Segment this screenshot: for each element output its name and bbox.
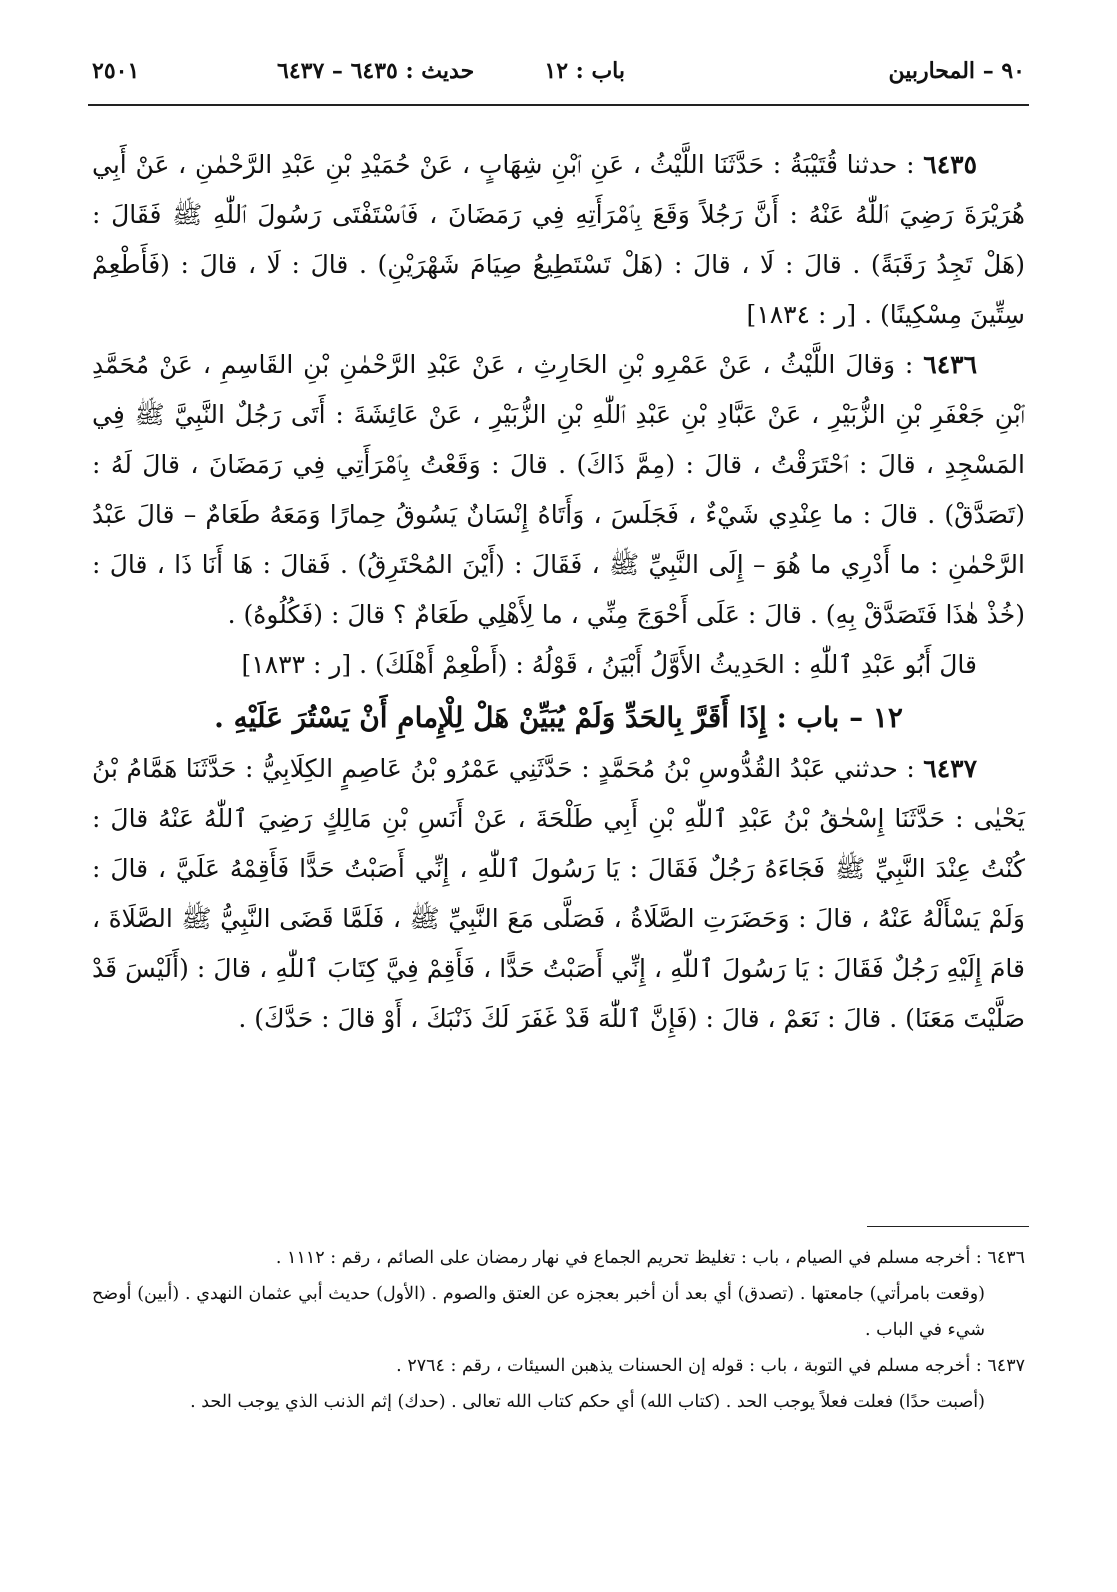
hadith-number: ٦٤٣٧ (923, 754, 977, 783)
header-divider (88, 104, 1029, 106)
header-page-number: ٢٥٠١ (92, 58, 140, 84)
header-hadith-range: حديث : ٦٤٣٥ – ٦٤٣٧ (277, 58, 475, 84)
hadith-number: ٦٤٣٥ (923, 150, 977, 179)
hadith-text: : حدثني عَبْدُ القُدُّوسِ بْنُ مُحَمَّدٍ : حَدَّثَنِي عَمْرُو بْنُ عَاصِمٍ الكِلَابِيُّ : حَدَّثَنَا هَمَّامُ بْنُ يَحْيٰى : حَدَّثَنَا إِسْحٰقُ بْنُ عَبْدِ ٱللّٰهِ بْنِ أَبِي طَلْحَةَ ، عَنْ أَنَسِ بْنِ مَالِكٍ رَضِيَ ٱللّٰهُ عَنْهُ قالَ : كُنْتُ عِنْدَ النَّبِيِّ ﷺ فَجَاءَهُ رَجُلٌ فَقَالَ : يَا رَسُولَ ٱللّٰهِ ، إِنِّي أَصَبْتُ حَدًّا فَأَقِمْهُ عَلَيَّ ، قالَ : وَلَمْ يَسْأَلْهُ عَنْهُ ، قالَ : وَحَضَرَتِ الصَّلَاةُ ، فَصَلَّى مَعَ النَّبِيِّ ﷺ ، فَلَمَّا قَضَى النَّبِيُّ ﷺ الصَّلَاةَ ، قامَ إِلَيْهِ رَجُلٌ فَقَالَ : يَا رَسُولَ ٱللّٰهِ ، إِنِّي أَصَبْتُ حَدًّا ، فَأَقِمْ فِيَّ كِتَابَ ٱللّٰهِ ، قالَ : (أَلَيْسَ قَدْ صَلَّيْتَ مَعَنَا) . قالَ : نَعَمْ ، قالَ : (فَإِنَّ ٱللّٰهَ قَدْ غَفَرَ لَكَ ذَنْبَكَ ، أَوْ قالَ : حَدَّكَ) . (92, 754, 1025, 1033)
running-header (92, 52, 1025, 96)
footnote-divider (867, 1226, 1029, 1227)
hadith-text: : وَقالَ اللَّيْثُ ، عَنْ عَمْرِو بْنِ الحَارِثِ ، عَنْ عَبْدِ الرَّحْمٰنِ بْنِ القَاسِمِ ، عَنْ مُحَمَّدِ ٱبْنِ جَعْفَرِ بْنِ الزُّبَيْرِ ، عَنْ عَبَّادِ بْنِ عَبْدِ ٱللّٰهِ بْنِ الزُّبَيْرِ ، عَنْ عَائِشَةَ : أَتَى رَجُلٌ النَّبِيَّ ﷺ فِي المَسْجِدِ ، قالَ : ٱحْتَرَقْتُ ، قالَ : (مِمَّ ذَاكَ) . قالَ : وَقَعْتُ بِٱمْرَأَتِي فِي رَمَضَانَ ، قالَ لَهُ : (تَصَدَّقْ) . قالَ : ما عِنْدِي شَيْءٌ ، فَجَلَسَ ، وَأَتَاهُ إِنْسَانٌ يَسُوقُ حِمارًا وَمَعَهُ طَعَامٌ – قالَ عَبْدُ الرَّحْمٰنِ : ما أَدْرِي ما هُوَ – إِلَى النَّبِيِّ ﷺ ، فَقَالَ : (أَيْنَ المُحْتَرِقُ) . فَقالَ : هَا أَنَا ذَا ، قالَ : (خُذْ هٰذَا فَتَصَدَّقْ بِهِ) . قالَ : عَلَى أَحْوَجَ مِنِّي ، ما لِأَهْلِي طَعَامٌ ؟ قالَ : (فَكُلُوهُ) . (92, 350, 1025, 629)
hadith-6435 (92, 140, 1025, 340)
chapter-heading: ١٢ – باب : إِذَا أَقَرَّ بِالحَدِّ وَلَمْ يُبَيِّنْ هَلْ لِلْإِمامِ أَنْ يَسْتُرَ عَلَيْهِ . (214, 701, 903, 734)
footnote-6437-reference: ٦٤٣٧ : أخرجه مسلم في التوبة ، باب : قوله إن الحسنات يذهبن السيئات ، رقم : ٢٧٦٤ . (396, 1356, 1025, 1376)
header-chapter-title: ٩٠ – المحاربين (888, 58, 1025, 84)
hadith-6436 (92, 340, 1025, 640)
footnotes (92, 1240, 1025, 1420)
footnote-6437-gloss: (أصبت حدًا) فعلت فعلاً يوجب الحد . (كتاب الله) أي حكم كتاب الله تعالى . (حدك) إثم الذنب الذي يوجب الحد . (190, 1392, 985, 1412)
footnote-6436-gloss: (وقعت بامرأتي) جامعتها . (تصدق) أي بعد أن أخبر بعجزه عن العتق والصوم . (الأول) حديث أبي عثمان النهدي . (أبين) أوضح شيء في الباب . (92, 1284, 985, 1340)
hadith-text: : حدثنا قُتَيْبَةُ : حَدَّثَنَا اللَّيْثُ ، عَنِ ٱبْنِ شِهَابٍ ، عَنْ حُمَيْدِ بْنِ عَبْدِ الرَّحْمٰنِ ، عَنْ أَبِي هُرَيْرَةَ رَضِيَ ٱللّٰهُ عَنْهُ : أَنَّ رَجُلاً وَقَعَ بِٱمْرَأَتِهِ فِي رَمَضَانَ ، فَٱسْتَفْتَى رَسُولَ ٱللّٰهِ ﷺ فَقَالَ : (هَلْ تَجِدُ رَقَبَةً) . قالَ : لَا ، قالَ : (هَلْ تَسْتَطِيعُ صِيَامَ شَهْرَيْنِ) . قالَ : لَا ، قالَ : (فَأَطْعِمْ سِتِّينَ مِسْكِينًا) . [ر : ١٨٣٤] (92, 150, 1025, 329)
hadith-6437 (92, 744, 1025, 1044)
main-text (92, 140, 1025, 1044)
footnote-6436-reference: ٦٤٣٦ : أخرجه مسلم في الصيام ، باب : تغليظ تحريم الجماع في نهار رمضان على الصائم ، رقم : ١١١٢ . (275, 1248, 1025, 1268)
header-bab: باب : ١٢ (544, 58, 625, 84)
hadith-number: ٦٤٣٦ (923, 350, 977, 379)
abu-abdullah-note: قالَ أَبُو عَبْدِ ٱللّٰهِ : الحَدِيثُ الأَوَّلُ أَبْيَنُ ، قَوْلُهُ : (أَطْعِمْ أَهْلَكَ) . [ر : ١٨٣٣] (241, 650, 977, 679)
